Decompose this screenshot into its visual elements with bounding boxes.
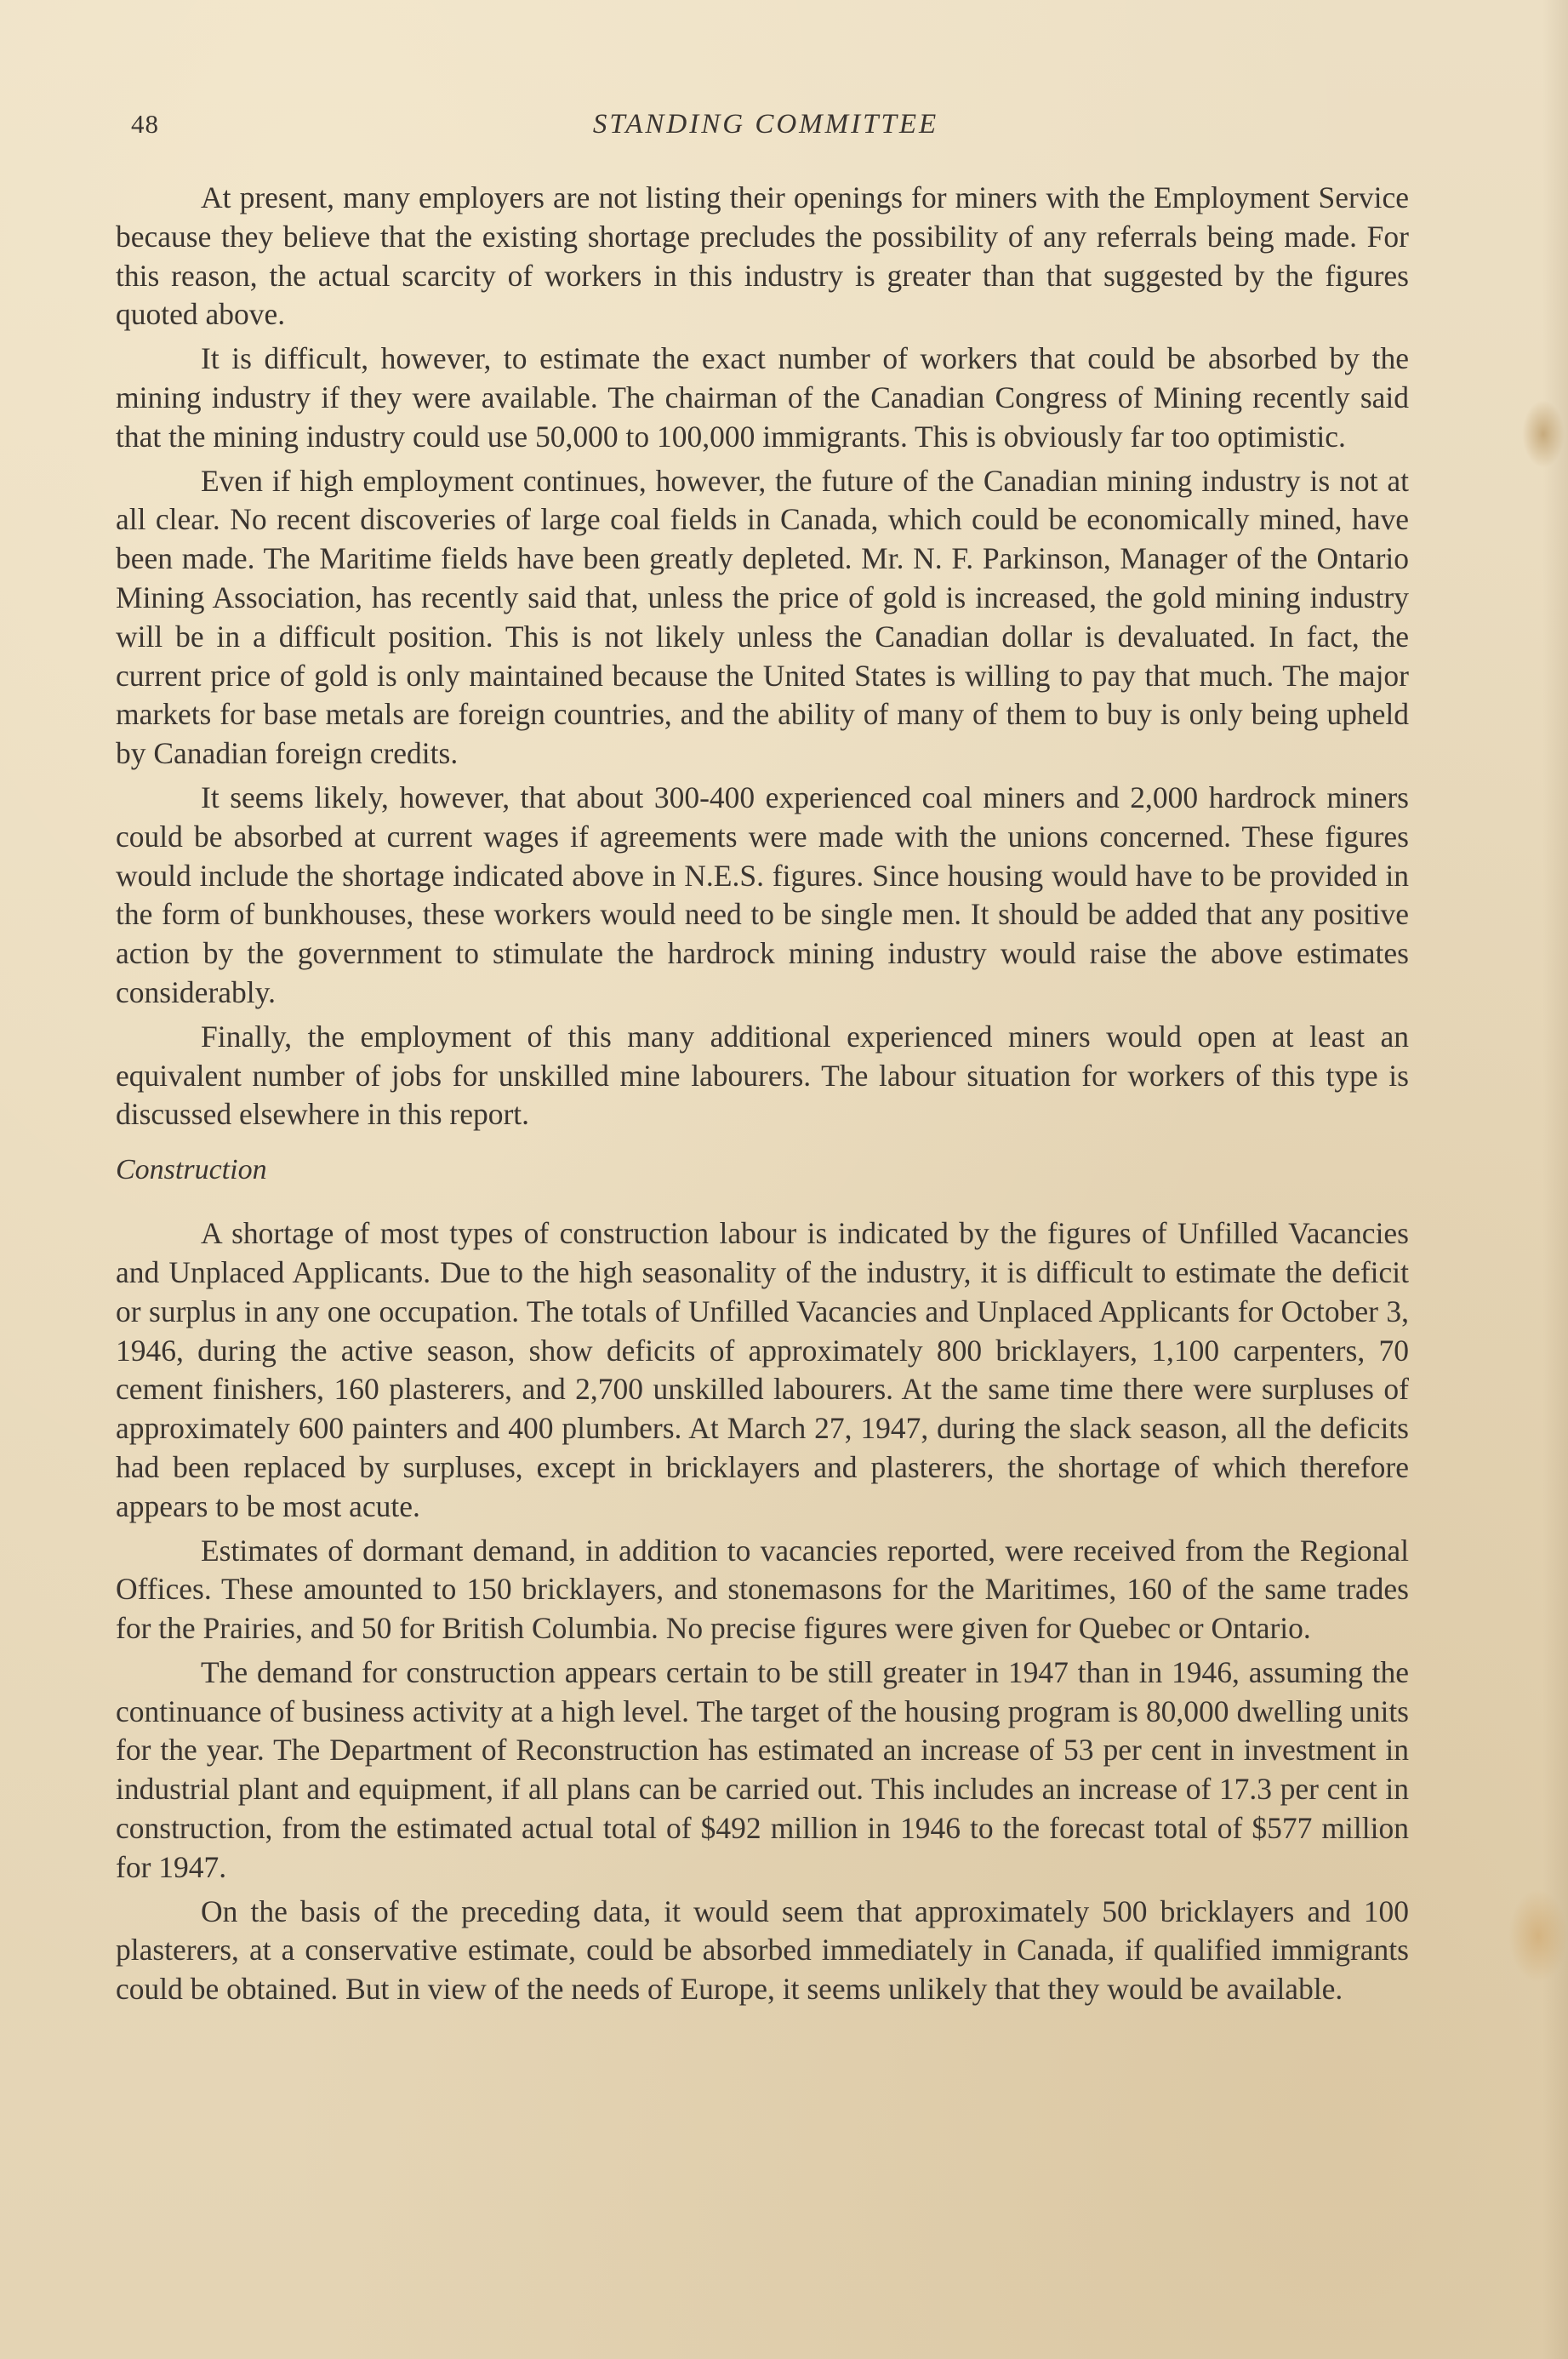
page-number: 48 bbox=[131, 109, 159, 139]
paragraph: The demand for construction appears certain to be still greater in 1947 than in 1946, assuming the continuance of business activity at a high level. The target of the housing program is 80,000 dwelling units for the year. The Department of Reconstruction has estimated an increase of 53 per cent in investment in industrial plant and equipment, if all plans can be carried out. This includes an increase of 17.3 per cent in construction, from the estimated actual total of $492 million in 1946 to the forecast total of $577 million for 1947. bbox=[116, 1654, 1409, 1884]
paragraph: Finally, the employment of this many additional experienced miners would open at least an equivalent number of jobs for unskilled mine labourers. The labour situation for workers of this type is discussed elsewhere in this report. bbox=[116, 1019, 1409, 1132]
running-head: STANDING COMMITTEE bbox=[592, 109, 939, 140]
body-text bbox=[116, 179, 1409, 2009]
paragraph: It seems likely, however, that about 300-400 experienced coal miners and 2,000 hardrock miners could be absorbed at current wages if agreements were made with the unions concerned. These figures would include the shortage indicated above in N.E.S. figures. Since housing would have to be provided in the form of bunkhouses, these workers would need to be single men. It should be added that any positive action by the government to stimulate the hardrock mining industry would raise the above estimates considerably. bbox=[116, 780, 1409, 1009]
page-header bbox=[119, 109, 1412, 151]
paragraph: A shortage of most types of construction labour is indicated by the figures of Unfilled Vacancies and Unplaced Applicants. Due to the high seasonality of the industry, it is difficult to estimate the deficit or surplus in any one occupation. The totals of Unfilled Vacancies and Unplaced Applicants for October 3, 1946, during the active season, show deficits of approximately 800 bricklayers, 1,100 carpenters, 70 cement finishers, 160 plasterers, and 2,700 unskilled labourers. At the same time there were surpluses of approximately 600 painters and 400 plumbers. At March 27, 1947, during the slack season, all the deficits had been replaced by surpluses, except in bricklayers and plasterers, the shortage of which therefore appears to be most acute. bbox=[116, 1216, 1409, 1523]
paragraph: Estimates of dormant demand, in addition to vacancies reported, were received from the Regional Offices. These amounted to 150 bricklayers, and stonemasons for the Maritimes, 160 of the same trades for the Prairies, and 50 for British Columbia. No precise figures were given for Quebec or Ontario. bbox=[116, 1533, 1409, 1646]
paragraph: It is difficult, however, to estimate the exact number of workers that could be absorbed by the mining industry if they were available. The chairman of the Canadian Congress of Mining recently said that the mining industry could use 50,000 to 100,000 immigrants. This is obviously far too optimistic. bbox=[116, 341, 1409, 454]
page-edge-shadow bbox=[1542, 0, 1568, 2359]
paragraph: At present, many employers are not listing their openings for miners with the Employment Service because they believe that the existing shortage precludes the possibility of any referrals being made. For this reason, the actual scarcity of workers in this industry is greater than that suggested by the figures quoted above. bbox=[116, 180, 1409, 332]
paragraph: Even if high employment continues, however, the future of the Canadian mining industry is not at all clear. No recent discoveries of large coal fields in Canada, which could be economically mined, have been made. The Maritime fields have been greatly depleted. Mr. N. F. Parkinson, Manager of the Ontario Mining Association, has recently said that, unless the price of gold is increased, the gold mining industry will be in a difficult position. This is not likely unless the Canadian dollar is devaluated. In fact, the current price of gold is only maintained because the United States is willing to pay that much. The major markets for base metals are foreign countries, and the ability of many of them to buy is only being upheld by Canadian foreign credits. bbox=[116, 463, 1409, 771]
section-heading: Construction bbox=[116, 1154, 267, 1186]
paragraph: On the basis of the preceding data, it would seem that approximately 500 bricklayers and 100 plasterers, at a conservative estimate, could be absorbed immediately in Canada, if qualified immigrants could be obtained. But in view of the needs of Europe, it seems unlikely that they would be available. bbox=[116, 1893, 1409, 2007]
